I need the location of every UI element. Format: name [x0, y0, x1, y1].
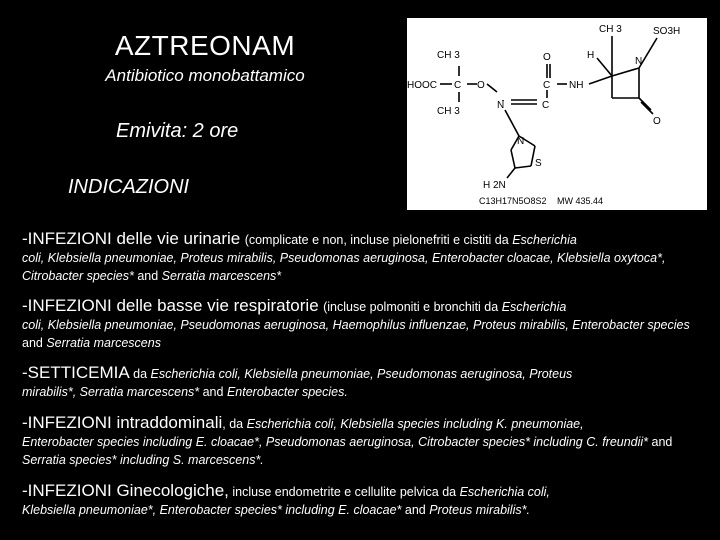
slide-title: AZTREONAM — [114, 30, 296, 61]
ether-oxygen: O — [477, 80, 485, 91]
indication-note: (incluse polmoniti e bronchiti da — [323, 300, 502, 314]
indication-detail-end: Serratia species* including S. marcescens*. — [22, 453, 264, 467]
indication-note-italic: Escherichia — [512, 233, 577, 247]
indication-item — [22, 230, 712, 285]
imine-nitrogen: N — [497, 100, 505, 111]
hydrogen-label: H — [587, 50, 595, 61]
amide-nh: NH — [569, 80, 584, 91]
indication-detail-end: Enterobacter species. — [223, 385, 348, 399]
carboxyl-group: HOOC — [407, 80, 437, 91]
indication-item — [22, 482, 712, 519]
indication-detail — [22, 501, 712, 519]
indication-item — [22, 364, 712, 401]
indication-detail — [22, 383, 712, 401]
molecular-weight: MW 435.44 — [557, 196, 604, 206]
indications-heading: INDICAZIONI — [68, 176, 190, 198]
carbonyl-carbon: C — [543, 80, 551, 91]
indication-detail-text: mirabilis*, Serratia marcescens* — [22, 385, 203, 399]
aztreonam-structure-svg — [407, 18, 707, 210]
indication-detail-and: and — [404, 503, 426, 517]
quaternary-carbon: C — [454, 80, 462, 91]
indication-detail-and: and — [651, 435, 673, 449]
indication-note: incluse endometrite e cellulite pelvica da — [228, 485, 460, 499]
indication-note: , da — [222, 417, 247, 431]
indication-detail-text: coli, Klebsiella pneumoniae, Pseudomonas aeruginosa, Haemophilus influenzae, Proteus mirabilis, Enterobacter species — [22, 318, 690, 332]
indication-detail-end: Serratia marcescens — [42, 336, 161, 350]
indication-heading: -INFEZIONI intraddominali — [22, 413, 223, 432]
indication-note-italic: Escherichia coli, Klebsiella pneumoniae, Pseudomonas aeruginosa, Proteus — [150, 367, 573, 381]
indication-detail-text: Klebsiella pneumoniae*, Enterobacter species* including E. cloacae* — [22, 503, 405, 517]
indication-detail-and: and — [22, 336, 43, 350]
indication-note-italic: Escherichia — [501, 300, 567, 314]
indication-detail-and: and — [202, 385, 224, 399]
indication-note-italic: Escherichia coli, Klebsiella species including K. pneumoniae, — [246, 417, 584, 431]
indication-note: da — [129, 367, 151, 381]
chemical-structure-diagram — [407, 18, 707, 210]
molecular-formula: C13H17N5O8S2 — [479, 196, 547, 206]
imine-carbon: C — [542, 100, 550, 111]
indication-detail-text: coli, Klebsiella pneumoniae, Proteus mirabilis, Pseudomonas aeruginosa, Enterobacter cloacae, Klebsiella oxytoca*, Citrobacter species* — [22, 251, 666, 283]
thiazole-nitrogen: N — [517, 136, 525, 147]
carbonyl-oxygen: O — [543, 52, 551, 63]
indication-heading: -INFEZIONI Ginecologiche, — [22, 481, 229, 500]
methyl-group-bottom: CH 3 — [437, 106, 460, 117]
indication-item — [22, 414, 712, 469]
amino-group: H 2N — [483, 180, 506, 191]
lactam-oxygen: O — [653, 116, 661, 127]
indication-detail-end: Proteus mirabilis*. — [425, 503, 530, 517]
methyl-group-ring: CH 3 — [599, 24, 622, 35]
indication-detail — [22, 316, 712, 352]
indication-heading: -INFEZIONI delle basse vie respiratorie — [22, 296, 319, 315]
half-life-label: Emivita: 2 ore — [116, 120, 239, 142]
indication-heading: -INFEZIONI delle vie urinarie — [22, 229, 241, 248]
indication-item — [22, 297, 712, 352]
indication-detail-and: and — [137, 269, 159, 283]
thiazole-sulfur: S — [535, 158, 542, 169]
methyl-group-top: CH 3 — [437, 50, 460, 61]
indication-note: (complicate e non, incluse pielonefriti e cistiti da — [244, 233, 513, 247]
indication-detail-text: Enterobacter species including E. cloacae*, Pseudomonas aeruginosa, Citrobacter species* including C. freundii* — [22, 435, 652, 449]
indication-detail-end: Serratia marcescens* — [158, 269, 282, 283]
indication-note-italic: Escherichia coli, — [459, 485, 550, 499]
lactam-nitrogen: N — [635, 56, 643, 67]
slide-subtitle: Antibiotico monobattamico — [105, 66, 305, 85]
indication-detail — [22, 249, 712, 285]
indication-detail — [22, 433, 712, 469]
indication-heading: -SETTICEMIA — [22, 363, 130, 382]
sulfonic-acid-group: SO3H — [653, 26, 681, 37]
